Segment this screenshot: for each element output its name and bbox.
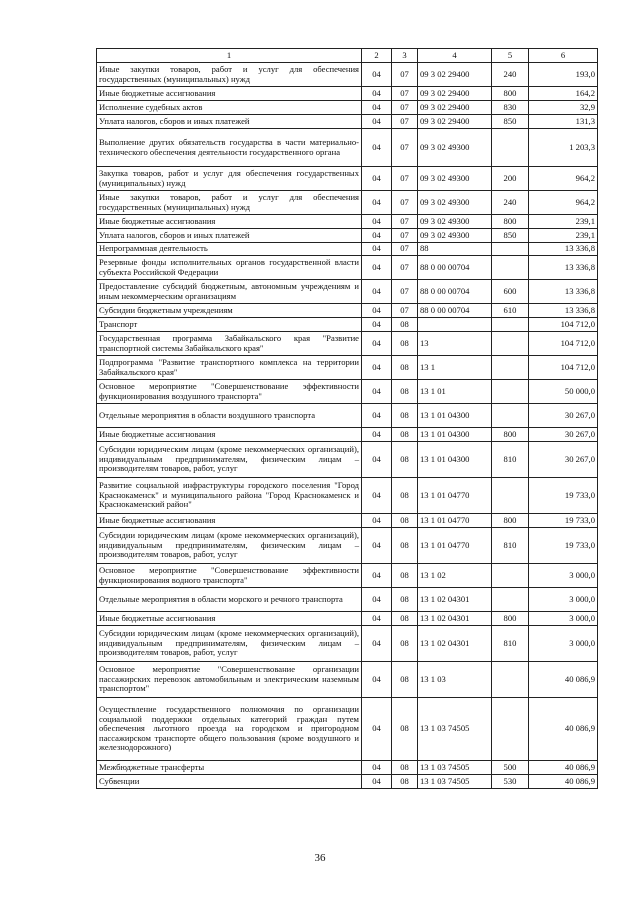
amount-cell: 1 203,3: [529, 129, 598, 167]
row-name-cell: Субвенции: [97, 775, 362, 789]
amount-cell: 239,1: [529, 229, 598, 243]
table-row: [97, 129, 598, 167]
subsection-cell: 08: [392, 404, 418, 428]
header-cell: 1: [97, 49, 362, 63]
amount-cell: 239,1: [529, 215, 598, 229]
subsection-cell: 08: [392, 761, 418, 775]
target-article-cell: 13 1 01 04770: [418, 478, 492, 514]
subsection-cell: 07: [392, 215, 418, 229]
row-name-cell: Уплата налогов, сборов и иных платежей: [97, 229, 362, 243]
expense-type-cell: 810: [492, 528, 529, 564]
row-name-cell: Иные закупки товаров, работ и услуг для обеспечения государственных (муниципальных) нужд: [97, 63, 362, 87]
subsection-cell: 07: [392, 87, 418, 101]
expense-type-cell: 850: [492, 115, 529, 129]
table-row: [97, 528, 598, 564]
table-row: [97, 167, 598, 191]
section-cell: 04: [362, 318, 392, 332]
expense-type-cell: 850: [492, 229, 529, 243]
row-name-cell: Исполнение судебных актов: [97, 101, 362, 115]
expense-type-cell: 800: [492, 87, 529, 101]
amount-cell: 13 336,8: [529, 256, 598, 280]
row-name-cell: Иные бюджетные ассигнования: [97, 514, 362, 528]
target-article-cell: 13 1 03 74505: [418, 761, 492, 775]
table-row: [97, 514, 598, 528]
section-cell: 04: [362, 698, 392, 761]
row-name-cell: Осуществление государственного полномочия по организации социальной поддержки отдельных категорий граждан путем обеспечения льготного проезда на городском и пригородном пассажирском транспорте общего пользования (кроме воздушного и железнодорожного): [97, 698, 362, 761]
amount-cell: 40 086,9: [529, 662, 598, 698]
amount-cell: 164,2: [529, 87, 598, 101]
amount-cell: 193,0: [529, 63, 598, 87]
expense-type-cell: [492, 564, 529, 588]
table-row: [97, 191, 598, 215]
table-row: [97, 115, 598, 129]
table-row: [97, 775, 598, 789]
section-cell: 04: [362, 191, 392, 215]
expense-type-cell: 800: [492, 514, 529, 528]
amount-cell: 3 000,0: [529, 588, 598, 612]
target-article-cell: 13 1 01 04300: [418, 404, 492, 428]
table-row: [97, 87, 598, 101]
section-cell: 04: [362, 626, 392, 662]
expense-type-cell: [492, 478, 529, 514]
section-cell: 04: [362, 442, 392, 478]
table-row: [97, 478, 598, 514]
amount-cell: 19 733,0: [529, 514, 598, 528]
target-article-cell: 88 0 00 00704: [418, 280, 492, 304]
table-row: [97, 318, 598, 332]
table-row: [97, 588, 598, 612]
expense-type-cell: [492, 404, 529, 428]
amount-cell: 13 336,8: [529, 243, 598, 256]
subsection-cell: 08: [392, 528, 418, 564]
target-article-cell: 13 1 03: [418, 662, 492, 698]
table-row: [97, 63, 598, 87]
header-cell: 4: [418, 49, 492, 63]
expense-type-cell: 530: [492, 775, 529, 789]
subsection-cell: 08: [392, 514, 418, 528]
subsection-cell: 07: [392, 191, 418, 215]
amount-cell: 964,2: [529, 191, 598, 215]
target-article-cell: 13 1 01 04770: [418, 528, 492, 564]
amount-cell: 131,3: [529, 115, 598, 129]
target-article-cell: 09 3 02 29400: [418, 115, 492, 129]
subsection-cell: 08: [392, 380, 418, 404]
expense-type-cell: [492, 129, 529, 167]
row-name-cell: Государственная программа Забайкальского края "Развитие транспортной системы Забайкальского края": [97, 332, 362, 356]
row-name-cell: Подпрограмма "Развитие транспортного комплекса на территории Забайкальского края": [97, 356, 362, 380]
subsection-cell: 08: [392, 626, 418, 662]
section-cell: 04: [362, 662, 392, 698]
amount-cell: 30 267,0: [529, 404, 598, 428]
row-name-cell: Резервные фонды исполнительных органов государственной власти субъекта Российской Федерации: [97, 256, 362, 280]
expense-type-cell: 800: [492, 612, 529, 626]
expense-type-cell: 810: [492, 442, 529, 478]
target-article-cell: 13 1 01: [418, 380, 492, 404]
target-article-cell: 13: [418, 332, 492, 356]
amount-cell: 104 712,0: [529, 356, 598, 380]
section-cell: 04: [362, 528, 392, 564]
subsection-cell: 08: [392, 478, 418, 514]
table-row: [97, 229, 598, 243]
table-row: [97, 662, 598, 698]
expense-type-cell: 600: [492, 280, 529, 304]
row-name-cell: Субсидии юридическим лицам (кроме некоммерческих организаций), индивидуальным предпринимателям, физическим лицам – производителям товаров, работ, услуг: [97, 528, 362, 564]
amount-cell: 3 000,0: [529, 626, 598, 662]
row-name-cell: Межбюджетные трансферты: [97, 761, 362, 775]
row-name-cell: Иные бюджетные ассигнования: [97, 215, 362, 229]
section-cell: 04: [362, 332, 392, 356]
section-cell: 04: [362, 775, 392, 789]
expense-type-cell: 240: [492, 63, 529, 87]
table-row: [97, 612, 598, 626]
amount-cell: 19 733,0: [529, 478, 598, 514]
page-number: 36: [314, 852, 326, 864]
target-article-cell: 88 0 00 00704: [418, 304, 492, 318]
row-name-cell: Выполнение других обязательств государства в части материально-технического обеспечения деятельности государственного органа: [97, 129, 362, 167]
section-cell: 04: [362, 167, 392, 191]
table-row: [97, 280, 598, 304]
table-row: [97, 380, 598, 404]
target-article-cell: 09 3 02 29400: [418, 101, 492, 115]
subsection-cell: 08: [392, 318, 418, 332]
section-cell: 04: [362, 428, 392, 442]
subsection-cell: 07: [392, 167, 418, 191]
row-name-cell: Развитие социальной инфраструктуры городского поселения "Город Краснокаменск" и муниципального района "Город Краснокаменск и Краснокаменский район": [97, 478, 362, 514]
target-article-cell: 13 1: [418, 356, 492, 380]
amount-cell: 40 086,9: [529, 761, 598, 775]
expense-type-cell: 810: [492, 626, 529, 662]
row-name-cell: Субсидии юридическим лицам (кроме некоммерческих организаций), индивидуальным предпринимателям, физическим лицам – производителям товаров, работ, услуг: [97, 442, 362, 478]
table-row: [97, 215, 598, 229]
subsection-cell: 08: [392, 442, 418, 478]
table-row: [97, 356, 598, 380]
target-article-cell: 13 1 02 04301: [418, 626, 492, 662]
row-name-cell: Субсидии бюджетным учреждениям: [97, 304, 362, 318]
target-article-cell: 13 1 03 74505: [418, 775, 492, 789]
amount-cell: 40 086,9: [529, 698, 598, 761]
section-cell: 04: [362, 612, 392, 626]
target-article-cell: 13 1 02: [418, 564, 492, 588]
target-article-cell: 13 1 01 04770: [418, 514, 492, 528]
table-row: [97, 101, 598, 115]
row-name-cell: Транспорт: [97, 318, 362, 332]
expense-type-cell: 240: [492, 191, 529, 215]
target-article-cell: 13 1 02 04301: [418, 588, 492, 612]
amount-cell: 964,2: [529, 167, 598, 191]
expense-type-cell: [492, 588, 529, 612]
subsection-cell: 07: [392, 115, 418, 129]
target-article-cell: 09 3 02 49300: [418, 229, 492, 243]
row-name-cell: Иные бюджетные ассигнования: [97, 428, 362, 442]
amount-cell: 3 000,0: [529, 564, 598, 588]
target-article-cell: 13 1 01 04300: [418, 442, 492, 478]
target-article-cell: [418, 318, 492, 332]
target-article-cell: 88 0 00 00704: [418, 256, 492, 280]
row-name-cell: Основное мероприятие "Совершенствование эффективности функционирования водного транспорта": [97, 564, 362, 588]
target-article-cell: 88: [418, 243, 492, 256]
subsection-cell: 07: [392, 63, 418, 87]
subsection-cell: 07: [392, 256, 418, 280]
subsection-cell: 08: [392, 775, 418, 789]
amount-cell: 104 712,0: [529, 332, 598, 356]
expense-type-cell: 800: [492, 215, 529, 229]
subsection-cell: 07: [392, 101, 418, 115]
section-cell: 04: [362, 256, 392, 280]
row-name-cell: Основное мероприятие "Совершенствование организации пассажирских перевозок автомобильным и электрическим наземным транспортом": [97, 662, 362, 698]
expense-type-cell: [492, 698, 529, 761]
subsection-cell: 08: [392, 564, 418, 588]
section-cell: 04: [362, 215, 392, 229]
target-article-cell: 09 3 02 49300: [418, 191, 492, 215]
section-cell: 04: [362, 356, 392, 380]
section-cell: 04: [362, 404, 392, 428]
section-cell: 04: [362, 514, 392, 528]
header-cell: 3: [392, 49, 418, 63]
table-row: [97, 428, 598, 442]
amount-cell: 104 712,0: [529, 318, 598, 332]
table-row: [97, 564, 598, 588]
expense-type-cell: [492, 662, 529, 698]
subsection-cell: 07: [392, 304, 418, 318]
amount-cell: 50 000,0: [529, 380, 598, 404]
target-article-cell: 13 1 02 04301: [418, 612, 492, 626]
expense-type-cell: 800: [492, 428, 529, 442]
header-cell: 5: [492, 49, 529, 63]
target-article-cell: 09 3 02 49300: [418, 215, 492, 229]
amount-cell: 13 336,8: [529, 280, 598, 304]
expense-type-cell: 500: [492, 761, 529, 775]
section-cell: 04: [362, 478, 392, 514]
section-cell: 04: [362, 243, 392, 256]
subsection-cell: 08: [392, 356, 418, 380]
section-cell: 04: [362, 380, 392, 404]
section-cell: 04: [362, 280, 392, 304]
target-article-cell: 09 3 02 49300: [418, 167, 492, 191]
section-cell: 04: [362, 129, 392, 167]
section-cell: 04: [362, 63, 392, 87]
target-article-cell: 09 3 02 29400: [418, 63, 492, 87]
amount-cell: 3 000,0: [529, 612, 598, 626]
table-row: [97, 698, 598, 761]
header-row: [97, 49, 598, 63]
expense-type-cell: 830: [492, 101, 529, 115]
expense-type-cell: 200: [492, 167, 529, 191]
subsection-cell: 08: [392, 588, 418, 612]
row-name-cell: Субсидии юридическим лицам (кроме некоммерческих организаций), индивидуальным предпринимателям, физическим лицам – производителям товаров, работ, услуг: [97, 626, 362, 662]
subsection-cell: 08: [392, 428, 418, 442]
section-cell: 04: [362, 115, 392, 129]
amount-cell: 19 733,0: [529, 528, 598, 564]
row-name-cell: Предоставление субсидий бюджетным, автономным учреждениям и иным некоммерческим организациям: [97, 280, 362, 304]
expense-type-cell: [492, 256, 529, 280]
section-cell: 04: [362, 229, 392, 243]
section-cell: 04: [362, 304, 392, 318]
target-article-cell: 13 1 01 04300: [418, 428, 492, 442]
target-article-cell: 09 3 02 49300: [418, 129, 492, 167]
row-name-cell: Иные бюджетные ассигнования: [97, 612, 362, 626]
section-cell: 04: [362, 87, 392, 101]
header-cell: 6: [529, 49, 598, 63]
amount-cell: 13 336,8: [529, 304, 598, 318]
section-cell: 04: [362, 588, 392, 612]
row-name-cell: Иные закупки товаров, работ и услуг для обеспечения государственных (муниципальных) нужд: [97, 191, 362, 215]
table-row: [97, 404, 598, 428]
expense-type-cell: [492, 318, 529, 332]
subsection-cell: 08: [392, 662, 418, 698]
table-row: [97, 442, 598, 478]
amount-cell: 30 267,0: [529, 428, 598, 442]
expense-type-cell: [492, 380, 529, 404]
table-row: [97, 304, 598, 318]
table-row: [97, 243, 598, 256]
row-name-cell: Иные бюджетные ассигнования: [97, 87, 362, 101]
table-row: [97, 626, 598, 662]
expense-type-cell: 610: [492, 304, 529, 318]
amount-cell: 32,9: [529, 101, 598, 115]
subsection-cell: 08: [392, 698, 418, 761]
row-name-cell: Отдельные мероприятия в области морского и речного транспорта: [97, 588, 362, 612]
section-cell: 04: [362, 564, 392, 588]
subsection-cell: 07: [392, 229, 418, 243]
section-cell: 04: [362, 101, 392, 115]
subsection-cell: 08: [392, 612, 418, 626]
section-cell: 04: [362, 761, 392, 775]
subsection-cell: 07: [392, 243, 418, 256]
table-row: [97, 332, 598, 356]
amount-cell: 40 086,9: [529, 775, 598, 789]
expense-type-cell: [492, 356, 529, 380]
expense-type-cell: [492, 243, 529, 256]
row-name-cell: Непрограммная деятельность: [97, 243, 362, 256]
row-name-cell: Отдельные мероприятия в области воздушного транспорта: [97, 404, 362, 428]
subsection-cell: 08: [392, 332, 418, 356]
subsection-cell: 07: [392, 129, 418, 167]
table-row: [97, 761, 598, 775]
row-name-cell: Уплата налогов, сборов и иных платежей: [97, 115, 362, 129]
subsection-cell: 07: [392, 280, 418, 304]
row-name-cell: Закупка товаров, работ и услуг для обеспечения государственных (муниципальных) нужд: [97, 167, 362, 191]
table-row: [97, 256, 598, 280]
target-article-cell: 13 1 03 74505: [418, 698, 492, 761]
budget-table: [96, 48, 598, 789]
row-name-cell: Основное мероприятие "Совершенствование эффективности функционирования воздушного транспорта": [97, 380, 362, 404]
expense-type-cell: [492, 332, 529, 356]
amount-cell: 30 267,0: [529, 442, 598, 478]
target-article-cell: 09 3 02 29400: [418, 87, 492, 101]
header-cell: 2: [362, 49, 392, 63]
